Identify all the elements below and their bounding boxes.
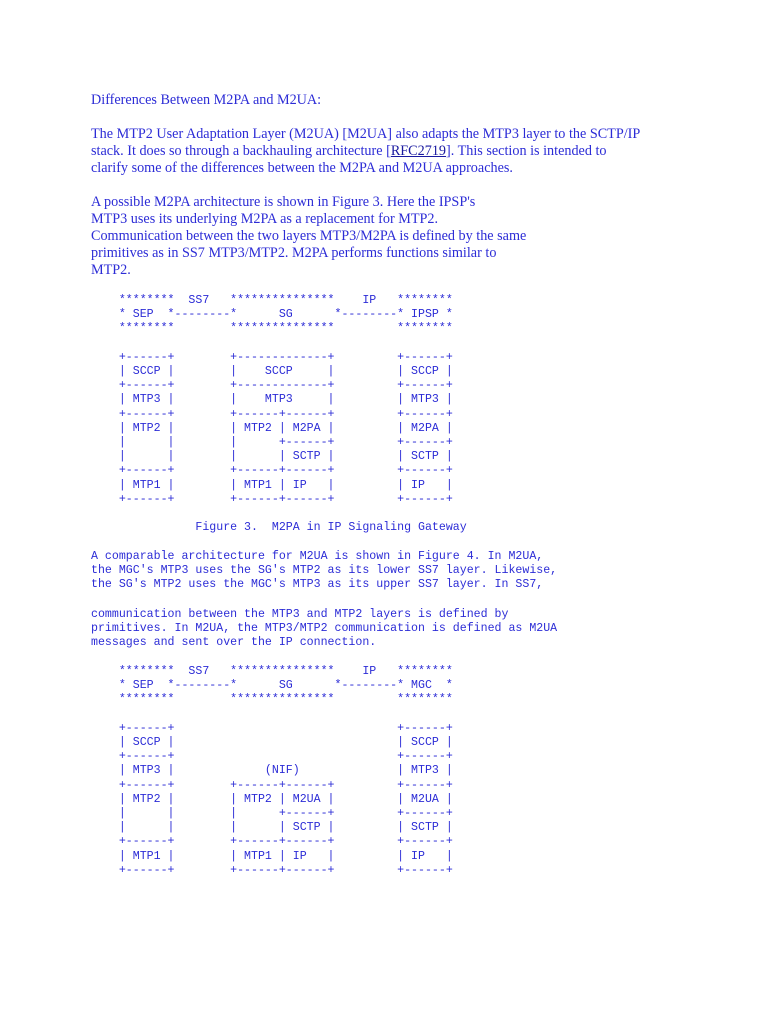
paragraph-line: Communication between the two layers MTP3/M2PA is defined by the same — [91, 228, 527, 244]
paragraph-intro — [91, 126, 731, 177]
paragraph-line: MTP3 uses its underlying M2PA as a replacement for MTP2. — [91, 211, 439, 227]
paragraph-line: A possible M2PA architecture is shown in Figure 3. Here the IPSP's — [91, 194, 476, 210]
paragraph-line: The MTP2 User Adaptation Layer (M2UA) [M2UA] also adapts the MTP3 layer to the SCTP/IP — [91, 126, 641, 142]
document-page — [91, 92, 731, 877]
paragraph-m2ua-architecture: A comparable architecture for M2UA is shown in Figure 4. In M2UA, the MGC's MTP3 uses the SG's MTP2 as its lower SS7 layer. Likewise, the SG's MTP2 uses the MGC's MTP3 as its upper SS7 layer. In SS7, — [91, 550, 558, 592]
paragraph-line: clarify some of the differences between the M2PA and M2UA approaches. — [91, 160, 513, 176]
section-heading: Differences Between M2PA and M2UA: — [91, 92, 322, 108]
paragraph-line: primitives as in SS7 MTP3/MTP2. M2PA performs functions similar to — [91, 245, 497, 261]
figure3-diagram: ******** SS7 *************** IP ******** * SEP *--------* SG *--------* IPSP * ******** *************** ******** +------+ +-------------+ +------+ | SCCP | | SCCP | | SCCP | +------+ +-------------+ +------+ | MTP3 | | MTP3 | | MTP3 | +------+ +------+------+ +------+ | MTP2 | | MTP2 | M2PA | | M2PA | | | | +------+ +------+ | | | | SCTP | | SCTP | +------+ +------+------+ +------+ | MTP1 | | MTP1 | IP | | IP | +------+ +------+------+ +------+ — [118, 294, 453, 506]
rfc2719-link[interactable]: RFC2719 — [390, 143, 447, 159]
paragraph-line: MTP2. — [91, 262, 131, 278]
paragraph-m2pa-architecture — [91, 194, 731, 279]
paragraph-line: stack. It does so through a backhauling architecture [ — [91, 143, 391, 159]
figure4-diagram: ******** SS7 *************** IP ******** * SEP *--------* SG *--------* MGC * ******** *************** ******** +------+ +------+ | SCCP | | SCCP | +------+ +------+ | MTP3 | (NIF) | MTP3 | +------+ +------+------+ +------+ | MTP2 | | MTP2 | M2UA | | M2UA | | | | +------+ +------+ | | | | SCTP | | SCTP | +------+ +------+------+ +------+ | MTP1 | | MTP1 | IP | | IP | +------+ +------+------+ +------+ — [118, 665, 453, 877]
figure3-caption: Figure 3. M2PA in IP Signaling Gateway — [91, 521, 467, 534]
paragraph-line: ]. This section is intended to — [446, 143, 607, 159]
paragraph-m2ua-communication: communication between the MTP3 and MTP2 layers is defined by primitives. In M2UA, the MTP3/MTP2 communication is defined as M2UA messages and sent over the IP connection. — [91, 608, 558, 650]
